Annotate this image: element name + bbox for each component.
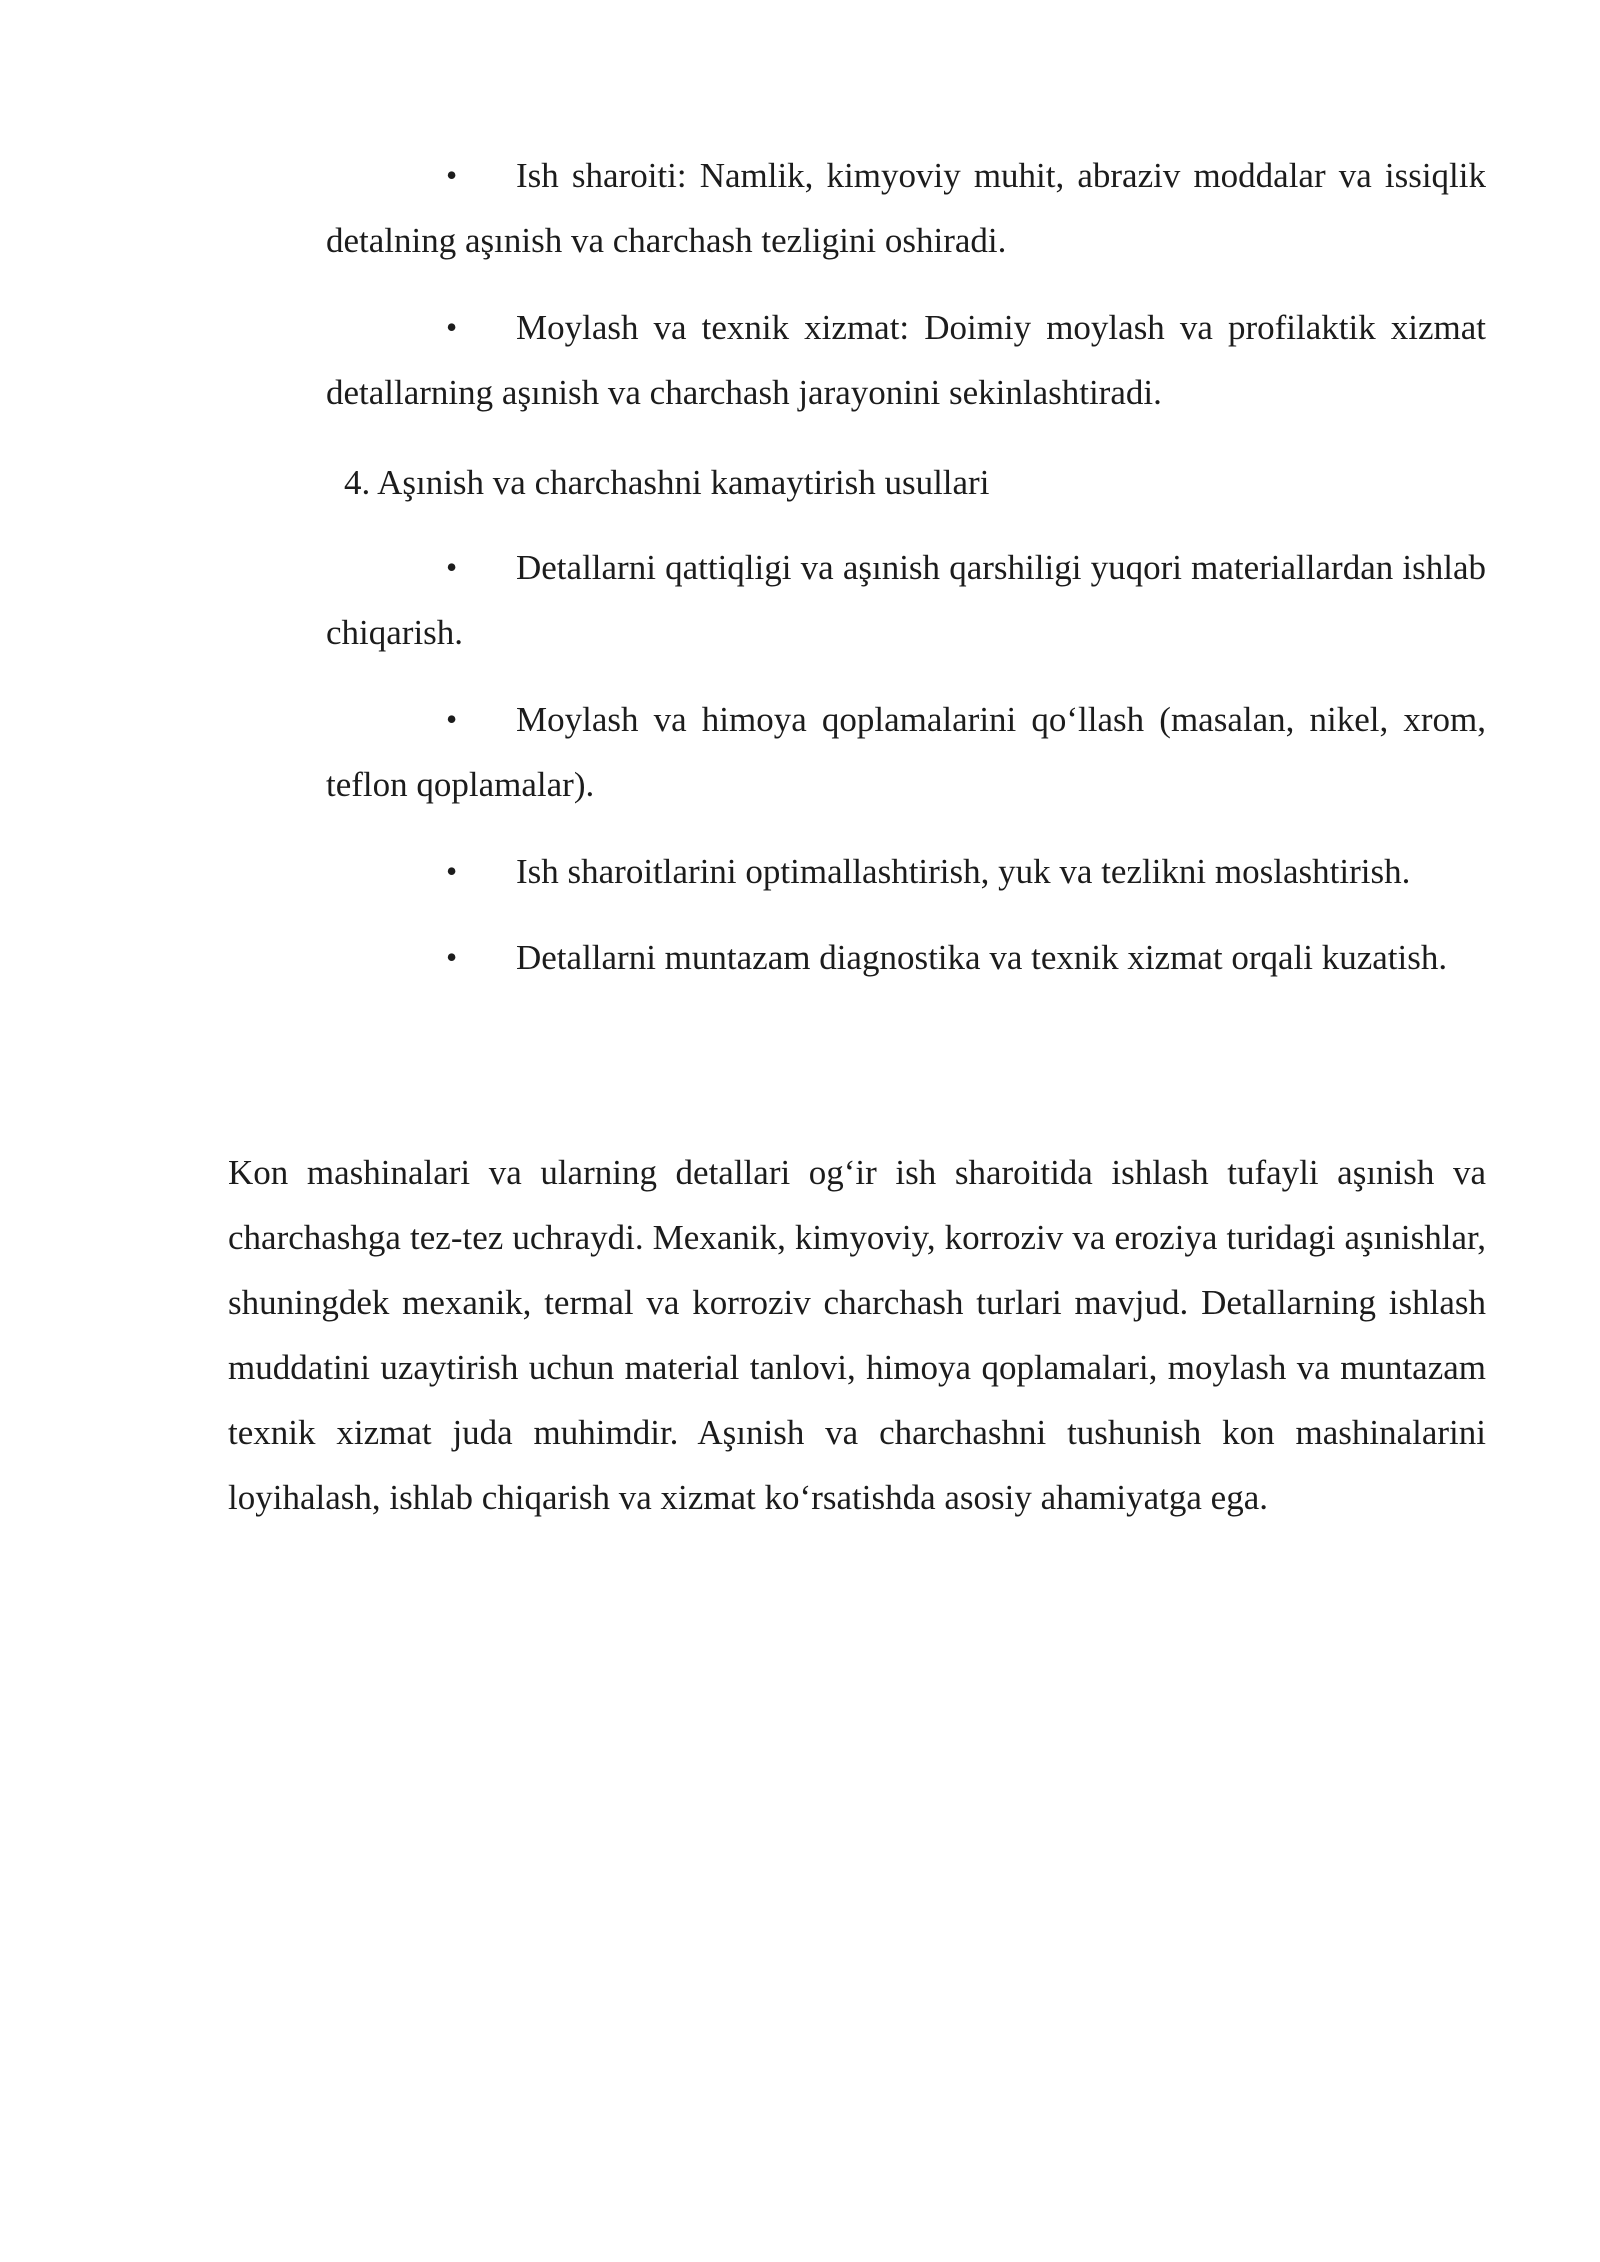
list-item-text: Ish sharoitlarini optimallashtirish, yuk va tezlikni moslashtirish. bbox=[516, 852, 1411, 891]
bullet-marker: • bbox=[446, 853, 458, 889]
list-item-lubrication-service bbox=[326, 295, 1486, 425]
bullet-marker: • bbox=[446, 157, 458, 193]
bullet-marker: • bbox=[446, 701, 458, 737]
section-heading: 4. Aşınish va charchashni kamaytirish usullari bbox=[344, 463, 990, 502]
list-item-diagnostics bbox=[326, 925, 1486, 990]
list-item-text: Detallarni qattiqligi va aşınish qarshiligi yuqori materiallardan ishlab chiqarish. bbox=[326, 548, 1486, 652]
bullet-marker: • bbox=[446, 309, 458, 345]
list-item-text: Moylash va himoya qoplamalarini qo‘llash (masalan, nikel, xrom, teflon qoplamalar). bbox=[326, 700, 1486, 804]
list-item-work-conditions bbox=[326, 143, 1486, 273]
list-item-text: Moylash va texnik xizmat: Doimiy moylash va profilaktik xizmat detallarning aşınish va charchash jarayonini sekinlashtiradi. bbox=[326, 308, 1486, 412]
list-item-text: Ish sharoiti: Namlik, kimyoviy muhit, abraziv moddalar va issiqlik detalning aşınish va charchash tezligini oshiradi. bbox=[326, 156, 1486, 260]
list-item-optimization bbox=[326, 839, 1486, 904]
bullet-marker: • bbox=[446, 549, 458, 585]
list-item-coatings bbox=[326, 687, 1486, 817]
bullet-marker: • bbox=[446, 939, 458, 975]
list-item-text: Detallarni muntazam diagnostika va texnik xizmat orqali kuzatish. bbox=[516, 938, 1448, 977]
list-item-materials bbox=[326, 535, 1486, 665]
summary-paragraph: Kon mashinalari va ularning detallari og‘ir ish sharoitida ishlash tufayli aşınish va charchashga tez-tez uchraydi. Mexanik, kimyoviy, korroziv va eroziya turidagi aşınishlar, shuningdek mexanik, termal va korroziv charchash turlari mavjud. Detallarning ishlash muddatini uzaytirish uchun material tanlovi, himoya qoplamalari, moylash va muntazam texnik xizmat juda muhimdir. Aşınish va charchashni tushunish kon mashinalarini loyihalash, ishlab chiqarish va xizmat ko‘rsatishda asosiy ahamiyatga ega. bbox=[228, 1153, 1486, 1517]
